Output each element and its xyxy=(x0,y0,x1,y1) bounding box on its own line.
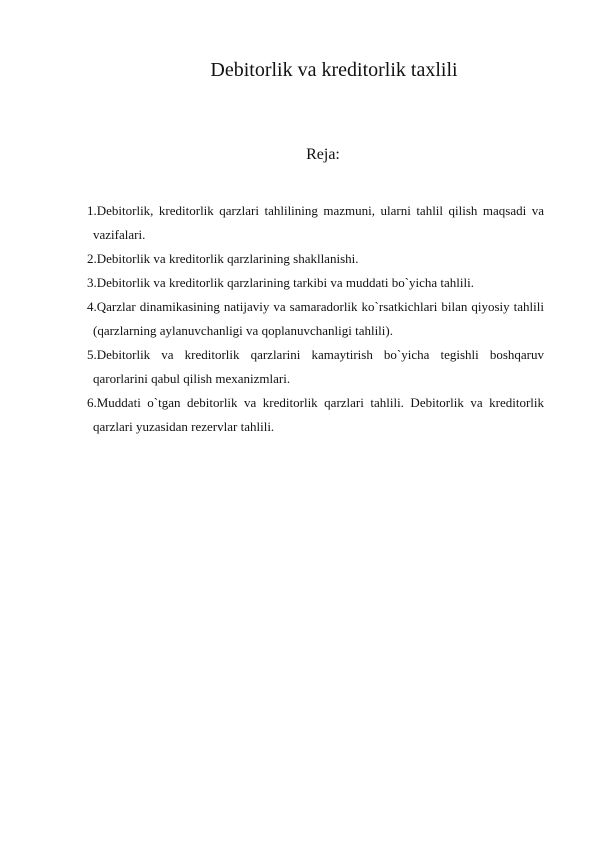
plan-item-number: 2. xyxy=(87,251,97,266)
plan-item xyxy=(87,199,544,247)
plan-item-number: 6. xyxy=(87,395,97,410)
page-title: Debitorlik va kreditorlik taxlili xyxy=(210,59,458,81)
plan-item-number: 5. xyxy=(87,347,97,362)
plan-item xyxy=(87,343,544,391)
plan-item-text: Debitorlik va kreditorlik qarzlarini kamaytirish bo`yicha tegishli boshqaruv qarorlarini qabul qilish mexanizmlari. xyxy=(93,347,544,386)
plan-list xyxy=(87,199,544,439)
plan-item-text: Qarzlar dinamikasining natijaviy va samaradorlik ko`rsatkichlari bilan qiyosiy tahlili (qarzlarning aylanuvchanligi va qoplanuvchanligi tahlili). xyxy=(93,299,544,338)
plan-item-number: 1. xyxy=(87,203,97,218)
plan-item xyxy=(87,247,544,271)
plan-item-text: Debitorlik va kreditorlik qarzlarining tarkibi va muddati bo`yicha tahlili. xyxy=(96,275,475,290)
plan-item-text: Debitorlik va kreditorlik qarzlarining shakllanishi. xyxy=(96,251,359,266)
plan-item-number: 4. xyxy=(87,299,97,314)
plan-item xyxy=(87,271,544,295)
plan-item xyxy=(87,295,544,343)
plan-item-text: Debitorlik, kreditorlik qarzlari tahlilining mazmuni, ularni tahlil qilish maqsadi va vazifalari. xyxy=(93,203,544,242)
plan-item xyxy=(87,391,544,439)
plan-heading: Reja: xyxy=(306,146,340,163)
plan-item-text: Muddati o`tgan debitorlik va kreditorlik qarzlari tahlili. Debitorlik va kreditorlik qarzlari yuzasidan rezervlar tahlili. xyxy=(93,395,544,434)
plan-item-number: 3. xyxy=(87,275,97,290)
